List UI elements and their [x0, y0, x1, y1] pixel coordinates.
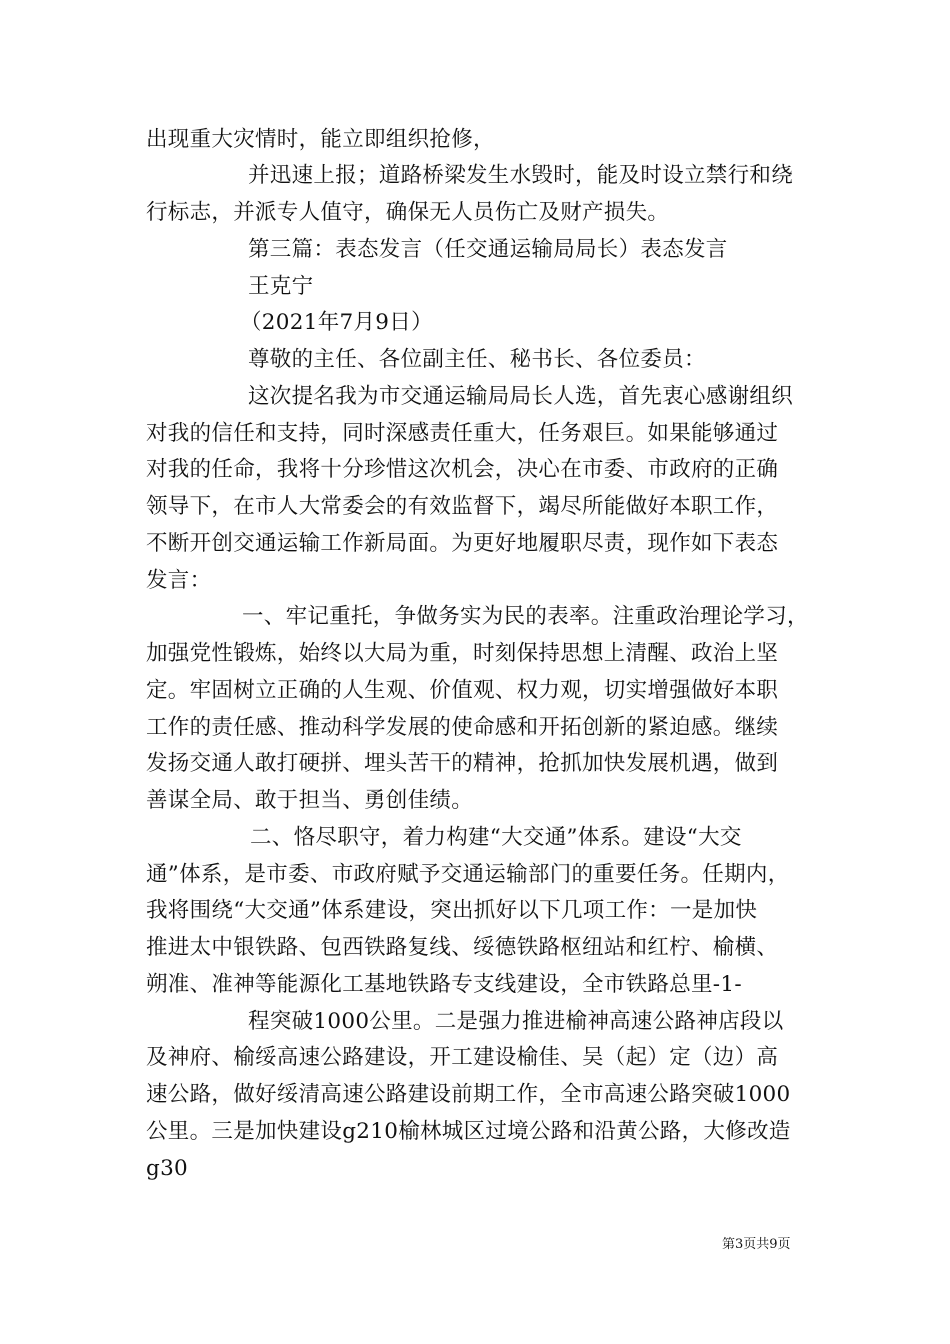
- text-line: 加强党性锻炼，始终以大局为重，时刻保持思想上清醒、政治上坚: [146, 641, 779, 666]
- text-line: 二、恪尽职守，着力构建“大交通”体系。建设“大交: [250, 825, 742, 850]
- text-line: 公里。三是加快建设g210榆林城区过境公路和沿黄公路，大修改造: [146, 1119, 791, 1144]
- text-line: 工作的责任感、推动科学发展的使命感和开拓创新的紧迫感。继续: [146, 715, 779, 740]
- text-line: 程突破1000公里。二是强力推进榆神高速公路神店段以: [248, 1009, 784, 1034]
- text-line: 发言：: [146, 568, 212, 593]
- text-line: 通”体系，是市委、市政府赋予交通运输部门的重要任务。任期内，: [146, 862, 790, 887]
- text-line: 我将围绕“大交通”体系建设，突出抓好以下几项工作：一是加快: [146, 898, 758, 923]
- text-line: 速公路，做好绥清高速公路建设前期工作，全市高速公路突破1000: [146, 1082, 791, 1107]
- text-line: 领导下，在市人大常委会的有效监督下，竭尽所能做好本职工作，: [146, 494, 779, 519]
- text-line: 推进太中银铁路、包西铁路复线、绥德铁路枢纽站和红柠、榆横、: [146, 935, 779, 960]
- text-line: 一、牢记重托，争做务实为民的表率。注重政治理论学习，: [242, 604, 809, 629]
- text-line: 善谋全局、敢于担当、勇创佳绩。: [146, 788, 474, 813]
- text-line: 对我的任命，我将十分珍惜这次机会，决心在市委、市政府的正确: [146, 457, 779, 482]
- text-line: 这次提名我为市交通运输局局长人选，首先衷心感谢组织: [248, 384, 794, 409]
- text-line: 对我的信任和支持，同时深感责任重大，任务艰巨。如果能够通过: [146, 421, 779, 446]
- text-line: 定。牢固树立正确的人生观、价值观、权力观，切实增强做好本职: [146, 678, 779, 703]
- text-line: 朔准、准神等能源化工基地铁路专支线建设，全市铁路总里-1-: [146, 972, 742, 997]
- text-line: 出现重大灾情时，能立即组织抢修，: [146, 127, 495, 152]
- author-name: 王克宁: [248, 274, 314, 299]
- speech-date: （2021年7月9日）: [240, 310, 433, 335]
- text-line: 发扬交通人敢打硬拼、埋头苦干的精神，抢抓加快发展机遇，做到: [146, 751, 779, 776]
- text-line: 并迅速上报；道路桥梁发生水毁时，能及时设立禁行和绕: [248, 163, 794, 188]
- page-number: 第3页共9页: [722, 1237, 791, 1252]
- text-line: 行标志，并派专人值守，确保无人员伤亡及财产损失。: [146, 200, 670, 225]
- text-line: 及神府、榆绥高速公路建设，开工建设榆佳、吴（起）定（边）高: [146, 1045, 779, 1070]
- text-line: g30: [146, 1156, 189, 1181]
- section-heading: 第三篇：表态发言（任交通运输局局长）表态发言: [248, 237, 728, 262]
- salutation: 尊敬的主任、各位副主任、秘书长、各位委员：: [248, 347, 706, 372]
- text-line: 不断开创交通运输工作新局面。为更好地履职尽责，现作如下表态: [146, 531, 779, 556]
